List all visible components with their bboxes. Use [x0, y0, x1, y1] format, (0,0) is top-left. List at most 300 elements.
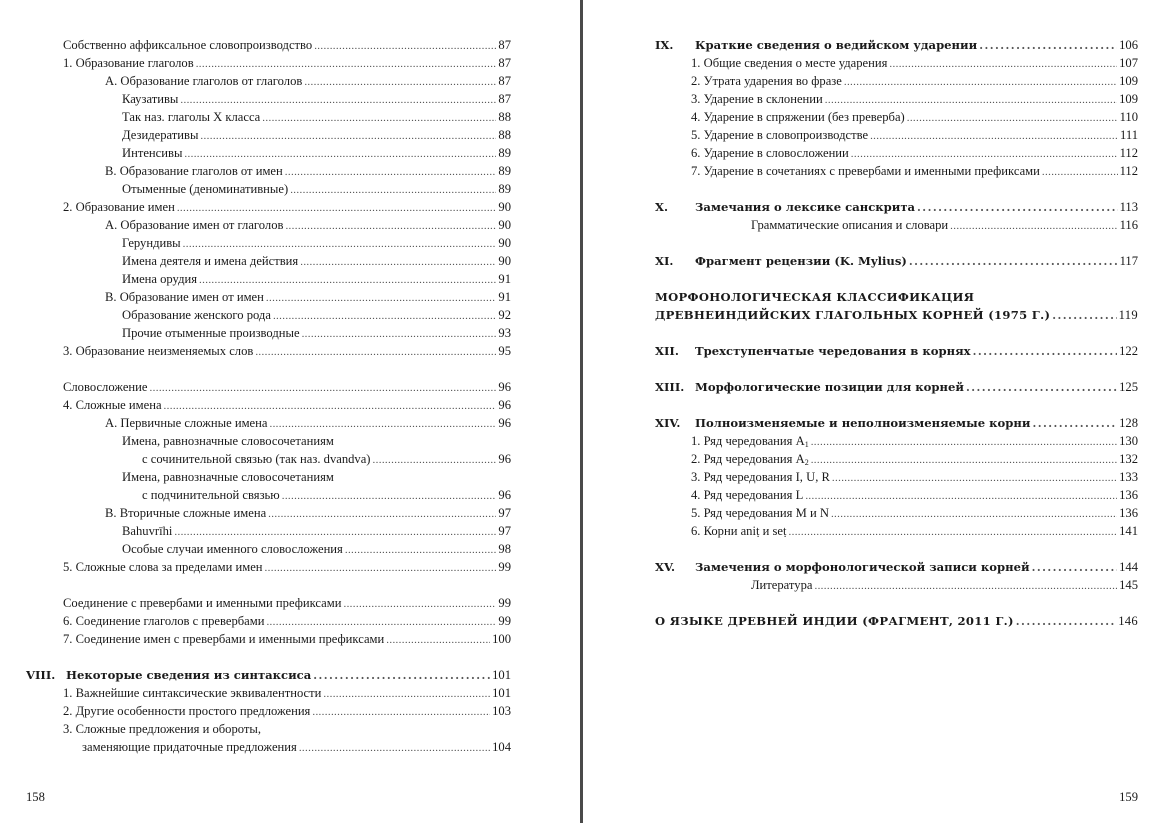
toc-entry[interactable]	[655, 198, 1138, 216]
entry-text: Краткие сведения о ведийском ударении	[695, 38, 978, 52]
entry-text: 5. Ударение в словопроизводстве	[691, 128, 869, 142]
toc-entry-title	[655, 36, 979, 54]
toc-entry[interactable]	[26, 396, 511, 414]
toc-entry[interactable]	[26, 414, 511, 432]
toc-entry-title	[122, 108, 262, 126]
toc-page-number: 87	[498, 56, 511, 70]
toc-page-number: 112	[1119, 164, 1138, 178]
toc-spacer	[655, 234, 1138, 252]
toc-entry-title	[63, 198, 177, 216]
entry-text: 6. Корни aniṭ и seṭ	[691, 524, 787, 538]
toc-entry[interactable]	[655, 450, 1138, 468]
entry-text: Bahuvrīhi	[122, 524, 173, 538]
toc-page-number: 97	[498, 506, 511, 520]
entry-text: 3. Ударение в склонении	[691, 92, 823, 106]
entry-text: Имена, равнозначные словосочетаниям	[122, 434, 334, 448]
leader-dots	[979, 37, 1117, 55]
entry-text: Морфологические позиции для корней	[695, 380, 964, 394]
toc-entry-title	[655, 558, 1032, 576]
entry-text: 1. Общие сведения о месте ударения	[691, 56, 888, 70]
entry-text: Словосложение	[63, 380, 148, 394]
left-toc	[26, 36, 511, 756]
toc-entry[interactable]	[26, 252, 511, 270]
leader-dots	[269, 415, 496, 433]
toc-entry[interactable]	[26, 90, 511, 108]
right-page	[583, 0, 1170, 823]
entry-text: МОРФОНОЛОГИЧЕСКАЯ КЛАССИФИКАЦИЯ	[655, 290, 975, 304]
toc-entry[interactable]	[655, 216, 1138, 234]
entry-text: 2. Другие особенности простого предложения	[63, 704, 311, 718]
toc-page-number: 96	[498, 416, 511, 430]
subscript: 1	[804, 440, 809, 449]
toc-entry-title	[26, 666, 313, 684]
toc-page-number: 92	[498, 308, 511, 322]
toc-page-number: 113	[1119, 200, 1138, 214]
toc-entry-title	[122, 234, 183, 252]
leader-dots	[304, 73, 496, 91]
leader-dots	[150, 379, 497, 397]
leader-dots	[831, 505, 1117, 523]
toc-page-number: 144	[1119, 560, 1138, 574]
leader-dots	[789, 523, 1118, 541]
entry-text: 4. Ряд чередования L	[691, 488, 804, 502]
entry-text: Литература	[751, 578, 813, 592]
toc-entry-title	[63, 594, 343, 612]
toc-page-number: 101	[492, 668, 511, 682]
leader-dots	[917, 199, 1118, 217]
toc-entry[interactable]	[26, 486, 511, 504]
toc-entry[interactable]	[26, 270, 511, 288]
toc-page-number: 99	[498, 614, 511, 628]
toc-entry[interactable]	[26, 540, 511, 558]
entry-text: Интенсивы	[122, 146, 183, 160]
entry-text: 7. Соединение имен с превербами и именными префиксами	[63, 632, 385, 646]
entry-text: Полноизменяемые и неполноизменяемые корни	[695, 416, 1031, 430]
toc-page-number: 89	[498, 182, 511, 196]
leader-dots	[373, 451, 497, 469]
toc-entry[interactable]	[26, 630, 511, 648]
toc-entry[interactable]	[26, 126, 511, 144]
right-toc	[655, 36, 1138, 630]
leader-dots	[323, 685, 490, 703]
leader-dots	[825, 91, 1117, 109]
toc-page-number: 125	[1119, 380, 1138, 394]
leader-dots	[177, 199, 497, 217]
entry-text: Дезидеративы	[122, 128, 199, 142]
leader-dots	[950, 217, 1117, 235]
toc-entry[interactable]	[655, 288, 1138, 306]
toc-entry[interactable]	[26, 306, 511, 324]
toc-entry-title	[122, 252, 300, 270]
entry-text: B. Образование глаголов от имен	[105, 164, 283, 178]
leader-dots	[200, 127, 496, 145]
leader-dots	[805, 487, 1117, 505]
toc-entry[interactable]	[26, 234, 511, 252]
toc-entry-title	[122, 90, 180, 108]
toc-page-number: 90	[498, 254, 511, 268]
toc-entry[interactable]	[26, 504, 511, 522]
entry-text: 6. Соединение глаголов с превербами	[63, 614, 265, 628]
entry-text: Фрагмент рецензии (K. Mylius)	[695, 254, 907, 268]
toc-page-number: 88	[498, 110, 511, 124]
leader-dots	[312, 703, 490, 721]
toc-entry[interactable]	[655, 306, 1138, 324]
leader-dots	[268, 505, 496, 523]
toc-entry[interactable]	[26, 558, 511, 576]
toc-entry[interactable]	[655, 36, 1138, 54]
toc-entry[interactable]	[655, 108, 1138, 126]
toc-page-number: 87	[498, 38, 511, 52]
leader-dots	[285, 217, 496, 235]
toc-entry-title	[142, 486, 282, 504]
toc-page-number: 117	[1119, 254, 1138, 268]
leader-dots	[273, 307, 496, 325]
leader-dots	[814, 577, 1117, 595]
entry-text: Каузативы	[122, 92, 179, 106]
toc-entry[interactable]	[26, 468, 511, 486]
subscript: 2	[804, 458, 809, 467]
chapter-numeral: XIII.	[655, 380, 685, 394]
toc-spacer	[26, 360, 511, 378]
toc-entry[interactable]	[655, 468, 1138, 486]
toc-entry-title	[655, 612, 1016, 630]
entry-text: 7. Ударение в сочетаниях с превербами и именными префиксами	[691, 164, 1040, 178]
leader-dots	[302, 325, 497, 343]
toc-spacer	[655, 594, 1138, 612]
toc-page-number: 111	[1120, 128, 1138, 142]
entry-text: Имена, равнозначные словосочетаниям	[122, 470, 334, 484]
toc-entry[interactable]	[655, 612, 1138, 630]
toc-entry[interactable]	[655, 72, 1138, 90]
entry-text: Отыменные (деноминативные)	[122, 182, 289, 196]
toc-entry[interactable]	[26, 738, 511, 756]
toc-page-number: 95	[498, 344, 511, 358]
toc-page-number: 89	[498, 146, 511, 160]
toc-entry-title	[691, 126, 870, 144]
toc-entry[interactable]	[26, 594, 511, 612]
leader-dots	[282, 487, 497, 505]
toc-entry[interactable]	[26, 108, 511, 126]
toc-spacer	[655, 360, 1138, 378]
entry-text: Герундивы	[122, 236, 181, 250]
toc-page-number: 128	[1119, 416, 1138, 430]
entry-text: B. Образование имен от имен	[105, 290, 264, 304]
chapter-numeral: X.	[655, 200, 669, 214]
toc-entry-title	[63, 36, 314, 54]
leader-dots	[290, 181, 496, 199]
toc-entry[interactable]	[26, 36, 511, 54]
leader-dots	[889, 55, 1117, 73]
toc-page-number: 91	[498, 290, 511, 304]
toc-page-number: 97	[498, 524, 511, 538]
toc-page-number: 119	[1118, 308, 1138, 322]
leader-dots	[255, 343, 496, 361]
entry-text: с сочинительной связью (так наз. dvandva)	[142, 452, 371, 466]
toc-entry-title	[691, 450, 811, 468]
left-page	[0, 0, 580, 823]
toc-entry-title	[105, 504, 268, 522]
toc-page-number: 136	[1119, 488, 1138, 502]
toc-entry-title	[691, 90, 825, 108]
toc-page-number: 90	[498, 200, 511, 214]
toc-entry[interactable]	[26, 450, 511, 468]
leader-dots	[265, 559, 497, 577]
entry-text: A. Первичные сложные имена	[105, 416, 268, 430]
chapter-numeral: XV.	[655, 560, 675, 574]
entry-text: 1. Ряд чередования A	[691, 434, 805, 448]
toc-entry-title	[122, 324, 302, 342]
leader-dots	[262, 109, 496, 127]
leader-dots	[1052, 307, 1116, 325]
leader-dots	[266, 289, 497, 307]
toc-entry-title	[122, 144, 184, 162]
entry-text: О ЯЗЫКЕ ДРЕВНЕЙ ИНДИИ (ФРАГМЕНТ, 2011 Г.)	[655, 614, 1014, 628]
toc-entry-title	[122, 468, 336, 486]
toc-entry[interactable]	[26, 720, 511, 738]
toc-page-number: 89	[498, 164, 511, 178]
entry-text: 6. Ударение в словосложении	[691, 146, 849, 160]
toc-page-number: 112	[1119, 146, 1138, 160]
toc-entry-title	[655, 414, 1032, 432]
entry-text: A. Образование имен от глаголов	[105, 218, 284, 232]
toc-entry[interactable]	[655, 414, 1138, 432]
toc-entry[interactable]	[655, 252, 1138, 270]
toc-page-number: 88	[498, 128, 511, 142]
entry-text: Грамматические описания и словари	[751, 218, 949, 232]
toc-entry[interactable]	[26, 162, 511, 180]
leader-dots	[345, 541, 497, 559]
toc-entry-title	[751, 576, 814, 594]
leader-dots	[180, 91, 496, 109]
leader-dots	[1042, 163, 1118, 181]
toc-entry-title	[63, 702, 312, 720]
entry-text: Так наз. глаголы X класса	[122, 110, 261, 124]
leader-dots	[266, 613, 496, 631]
toc-entry[interactable]	[26, 684, 511, 702]
leader-dots	[285, 163, 497, 181]
entry-text: заменяющие придаточные предложения	[82, 740, 297, 754]
toc-entry-title	[63, 630, 386, 648]
leader-dots	[966, 379, 1117, 397]
toc-page-number: 90	[498, 236, 511, 250]
toc-spacer	[26, 648, 511, 666]
toc-entry-title	[63, 720, 263, 738]
toc-entry-title	[751, 216, 950, 234]
toc-page-number: 110	[1119, 110, 1138, 124]
toc-entry[interactable]	[26, 54, 511, 72]
toc-entry-title	[105, 216, 285, 234]
leader-dots	[1032, 415, 1117, 433]
toc-entry[interactable]	[26, 288, 511, 306]
toc-page-number: 87	[498, 92, 511, 106]
toc-entry-title	[105, 72, 304, 90]
toc-entry[interactable]	[26, 378, 511, 396]
leader-dots	[199, 271, 496, 289]
toc-entry[interactable]	[26, 324, 511, 342]
leader-dots	[183, 235, 497, 253]
toc-page-number: 146	[1118, 614, 1138, 628]
leader-dots	[314, 37, 496, 55]
toc-entry[interactable]	[655, 90, 1138, 108]
toc-entry-title	[63, 684, 323, 702]
entry-text: Некоторые сведения из синтаксиса	[66, 668, 312, 682]
toc-spacer	[655, 324, 1138, 342]
toc-entry[interactable]	[655, 432, 1138, 450]
toc-entry-title	[691, 144, 851, 162]
toc-entry[interactable]	[26, 216, 511, 234]
toc-page-number: 93	[498, 326, 511, 340]
leader-dots	[851, 145, 1118, 163]
toc-entry-title	[122, 270, 199, 288]
toc-entry[interactable]	[655, 54, 1138, 72]
toc-page-number: 99	[498, 596, 511, 610]
chapter-numeral: XIV.	[655, 416, 681, 430]
leader-dots	[164, 397, 497, 415]
entry-text: Имена орудия	[122, 272, 198, 286]
page-number-right: 159	[1119, 790, 1138, 804]
toc-entry-title	[691, 522, 789, 540]
leader-dots	[973, 343, 1118, 361]
toc-spacer	[655, 396, 1138, 414]
toc-entry[interactable]	[655, 558, 1138, 576]
toc-entry-title	[691, 504, 831, 522]
toc-page-number: 103	[492, 704, 511, 718]
leader-dots	[343, 595, 496, 613]
toc-entry-title	[105, 414, 269, 432]
toc-entry[interactable]	[26, 144, 511, 162]
leader-dots	[184, 145, 496, 163]
toc-page-number: 96	[498, 380, 511, 394]
chapter-numeral: XI.	[655, 254, 674, 268]
toc-page-number: 99	[498, 560, 511, 574]
toc-entry-title	[655, 306, 1052, 324]
toc-page-number: 132	[1119, 452, 1138, 466]
toc-entry[interactable]	[655, 576, 1138, 594]
toc-page-number: 122	[1119, 344, 1138, 358]
toc-entry-title	[691, 162, 1042, 180]
toc-page-number: 101	[492, 686, 511, 700]
toc-entry[interactable]	[655, 522, 1138, 540]
leader-dots	[1016, 613, 1116, 631]
toc-page-number: 141	[1119, 524, 1138, 538]
toc-entry[interactable]	[655, 342, 1138, 360]
leader-dots	[811, 433, 1117, 451]
toc-entry-title	[63, 54, 196, 72]
toc-spacer	[655, 270, 1138, 288]
entry-text: Имена деятеля и имена действия	[122, 254, 299, 268]
leader-dots	[909, 253, 1118, 271]
toc-entry-title	[655, 198, 917, 216]
toc-entry-title	[691, 432, 811, 450]
toc-page-number: 116	[1119, 218, 1138, 232]
entry-text: с подчинительной связью	[142, 488, 280, 502]
toc-entry-title	[63, 378, 150, 396]
toc-entry-title	[63, 558, 265, 576]
toc-entry[interactable]	[26, 432, 511, 450]
entry-text: 1. Образование глаголов	[63, 56, 194, 70]
toc-entry-title	[691, 486, 805, 504]
toc-entry[interactable]	[26, 666, 511, 684]
leader-dots	[811, 451, 1117, 469]
toc-entry-title	[63, 612, 266, 630]
toc-page-number: 145	[1119, 578, 1138, 592]
toc-entry[interactable]	[655, 486, 1138, 504]
entry-text: 3. Ряд чередования I, U, R	[691, 470, 830, 484]
toc-entry[interactable]	[655, 144, 1138, 162]
entry-text: 2. Образование имен	[63, 200, 175, 214]
toc-entry[interactable]	[26, 612, 511, 630]
toc-page-number: 106	[1119, 38, 1138, 52]
entry-text: Замечания о лексике санскрита	[695, 200, 916, 214]
toc-spacer	[26, 576, 511, 594]
toc-spacer	[655, 180, 1138, 198]
toc-entry-title	[655, 288, 976, 306]
toc-entry-title	[691, 72, 844, 90]
toc-page-number: 90	[498, 218, 511, 232]
entry-text: 4. Ударение в спряжении (без преверба)	[691, 110, 905, 124]
leader-dots	[174, 523, 496, 541]
toc-entry-title	[122, 432, 336, 450]
toc-entry[interactable]	[26, 198, 511, 216]
toc-entry[interactable]	[655, 504, 1138, 522]
toc-entry-title	[122, 306, 273, 324]
leader-dots	[313, 667, 490, 685]
toc-entry[interactable]	[26, 180, 511, 198]
page-number-left: 158	[26, 790, 45, 804]
toc-page-number: 87	[498, 74, 511, 88]
toc-page-number: 91	[498, 272, 511, 286]
entry-text: Трехступенчатые чередования в корнях	[695, 344, 971, 358]
leader-dots	[844, 73, 1117, 91]
entry-text: Образование женского рода	[122, 308, 271, 322]
toc-entry-title	[655, 342, 973, 360]
toc-page-number: 96	[498, 488, 511, 502]
toc-entry-title	[691, 468, 832, 486]
entry-text: Соединение с превербами и именными префиксами	[63, 596, 342, 610]
entry-text: 2. Утрата ударения во фразе	[691, 74, 842, 88]
toc-entry-title	[82, 738, 299, 756]
toc-entry[interactable]	[26, 702, 511, 720]
entry-text: B. Вторичные сложные имена	[105, 506, 267, 520]
toc-entry[interactable]	[26, 342, 511, 360]
leader-dots	[1032, 559, 1118, 577]
entry-text: 4. Сложные имена	[63, 398, 162, 412]
chapter-numeral: IX.	[655, 38, 674, 52]
toc-entry-title	[122, 180, 290, 198]
toc-page-number: 98	[498, 542, 511, 556]
toc-page-number: 130	[1119, 434, 1138, 448]
toc-page-number: 107	[1119, 56, 1138, 70]
toc-spacer	[655, 540, 1138, 558]
toc-entry-title	[122, 126, 200, 144]
leader-dots	[832, 469, 1117, 487]
toc-page-number: 109	[1119, 92, 1138, 106]
toc-entry[interactable]	[655, 378, 1138, 396]
toc-entry[interactable]	[655, 162, 1138, 180]
leader-dots	[870, 127, 1118, 145]
entry-text: 3. Образование неизменяемых слов	[63, 344, 254, 358]
chapter-numeral: VIII.	[26, 668, 56, 682]
entry-text: 1. Важнейшие синтаксические эквивалентности	[63, 686, 322, 700]
toc-entry[interactable]	[26, 72, 511, 90]
toc-entry-title	[142, 450, 373, 468]
entry-text: Замечения о морфонологической записи корней	[695, 560, 1030, 574]
toc-entry[interactable]	[655, 126, 1138, 144]
leader-dots	[299, 739, 490, 757]
toc-entry[interactable]	[26, 522, 511, 540]
leader-dots	[300, 253, 496, 271]
toc-entry-title	[691, 54, 889, 72]
